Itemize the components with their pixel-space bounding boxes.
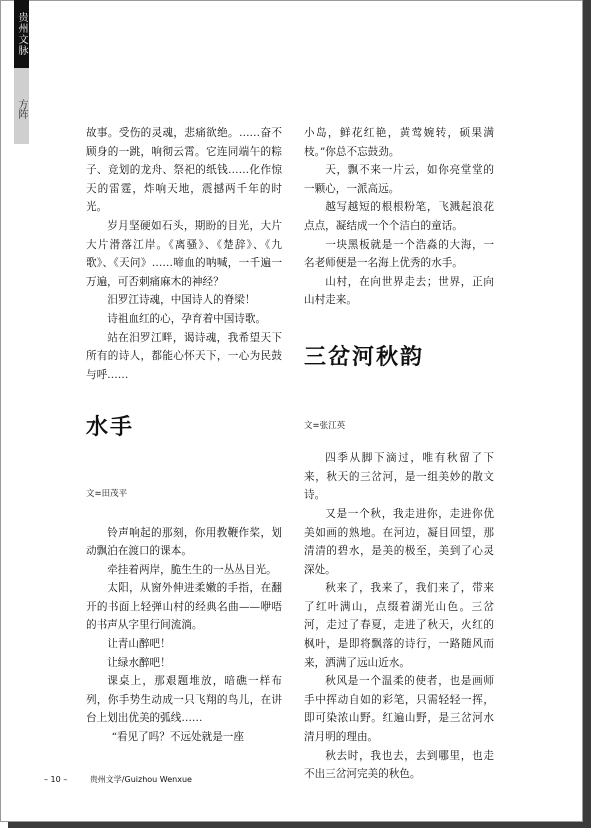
right-column — [304, 124, 494, 784]
section-tab-label: 贵州文脉 — [14, 0, 29, 68]
left-column — [86, 124, 282, 747]
paragraph: 秋去时，我也去，去到哪里，也走不出三岔河完美的秋色。 — [304, 749, 494, 781]
paragraph: 故事。受伤的灵魂，悲痛欲绝。……奋不顾身的一跳，响彻云霄。它连同端午的粽子、竞划的龙舟、祭祀的纸钱……化作惊天的雷霆，炸响天地，震撼两千年的时光。 — [86, 127, 282, 214]
article-title: 水手 — [86, 414, 135, 441]
paragraph: 山村，在向世界走去；世界，正向山村走来。 — [304, 275, 494, 307]
paragraph: 一块黑板就是一个浩淼的大海，一名老师便是一名海上优秀的水手。 — [304, 238, 494, 270]
paragraph: 站在汨罗江畔，谒诗魂，我希望天下所有的诗人，都能心怀天下，一心为民鼓与呼…… — [86, 331, 282, 381]
paragraph: 铃声响起的那刻，你用教鞭作桨，划动飘泊在渡口的课本。 — [86, 526, 282, 558]
byline: 文=田茂平 — [86, 488, 128, 499]
page-footer — [44, 774, 212, 785]
paragraph: 诗祖血红的心，孕育着中国诗歌。 — [107, 312, 267, 325]
page-shadow-bottom — [8, 822, 591, 828]
paragraph: “看见了吗？不远处就是一座 — [111, 731, 244, 744]
paragraph: 太阳，从窗外伸进柔嫩的手指，在翻开的书面上轻弹山村的经典名曲——咿唔的书声从字里行间流淌。 — [86, 582, 282, 632]
subsection-tab-label: 方阵 — [14, 68, 29, 144]
paragraph: 越写越短的根根粉笔，飞溅起浪花点点，凝结成一个个洁白的童话。 — [304, 201, 494, 232]
paragraph: 四季从脚下滴过，唯有秋留了下来，秋天的三岔河，是一组美妙的散文诗。 — [304, 452, 494, 502]
paragraph: 岁月坚硬如石头，期盼的目光，大片大片滑落江岸。《离骚》、《楚辞》、《九歌》、《天问》……啼血的呐喊，一千遍一万遍，可否刺痛麻木的神经？ — [86, 219, 282, 288]
page-number: – 10 – — [44, 775, 68, 784]
paragraph: 秋来了，我来了，我们来了，带来了红叶满山，点缀着湖光山色。三岔河，走过了春夏，走进了秋天，火红的枫叶，是即将飘落的诗行，一路随风而来，洒满了远山近水。 — [304, 582, 494, 669]
paragraph: 课桌上，那艰题堆放，暗礁一样布列，你手势生动成一只飞翔的鸟儿，在讲台上划出优美的弧线…… — [86, 675, 282, 725]
paragraph: 秋风是一个温柔的使者，也是画师手中挥动自如的彩笔，只需轻轻一挥，即可染浓山野。红遍山野，是三岔河水清月明的理由。 — [304, 675, 494, 744]
page-shadow-right — [583, 0, 591, 822]
journal-name: 贵州文学/Guizhou Wenxue — [89, 775, 192, 784]
article-title: 三岔河秋韵 — [304, 343, 425, 370]
section-tab — [14, 0, 40, 144]
byline: 文=张江英 — [304, 420, 346, 431]
paragraph: 让绿水醉吧！ — [107, 656, 171, 669]
paragraph: 汨罗江诗魂，中国诗人的脊梁！ — [107, 294, 256, 307]
paragraph: 牵挂着两岸，脆生生的一丛丛目光。 — [107, 563, 277, 576]
paragraph: 小岛，鲜花红艳，黄莺婉转，硕果满枝。”你总不忘鼓劲。 — [304, 127, 494, 158]
paragraph: 让青山醉吧！ — [107, 638, 171, 651]
paragraph: 又是一个秋，我走进你，走进你优美如画的熟地。在河边，凝目回望，那清清的碧水，是美的极至，美到了心灵深处。 — [304, 507, 494, 576]
paragraph: 天，飘不来一片云，如你亮堂堂的一颗心，一派高远。 — [304, 164, 494, 195]
